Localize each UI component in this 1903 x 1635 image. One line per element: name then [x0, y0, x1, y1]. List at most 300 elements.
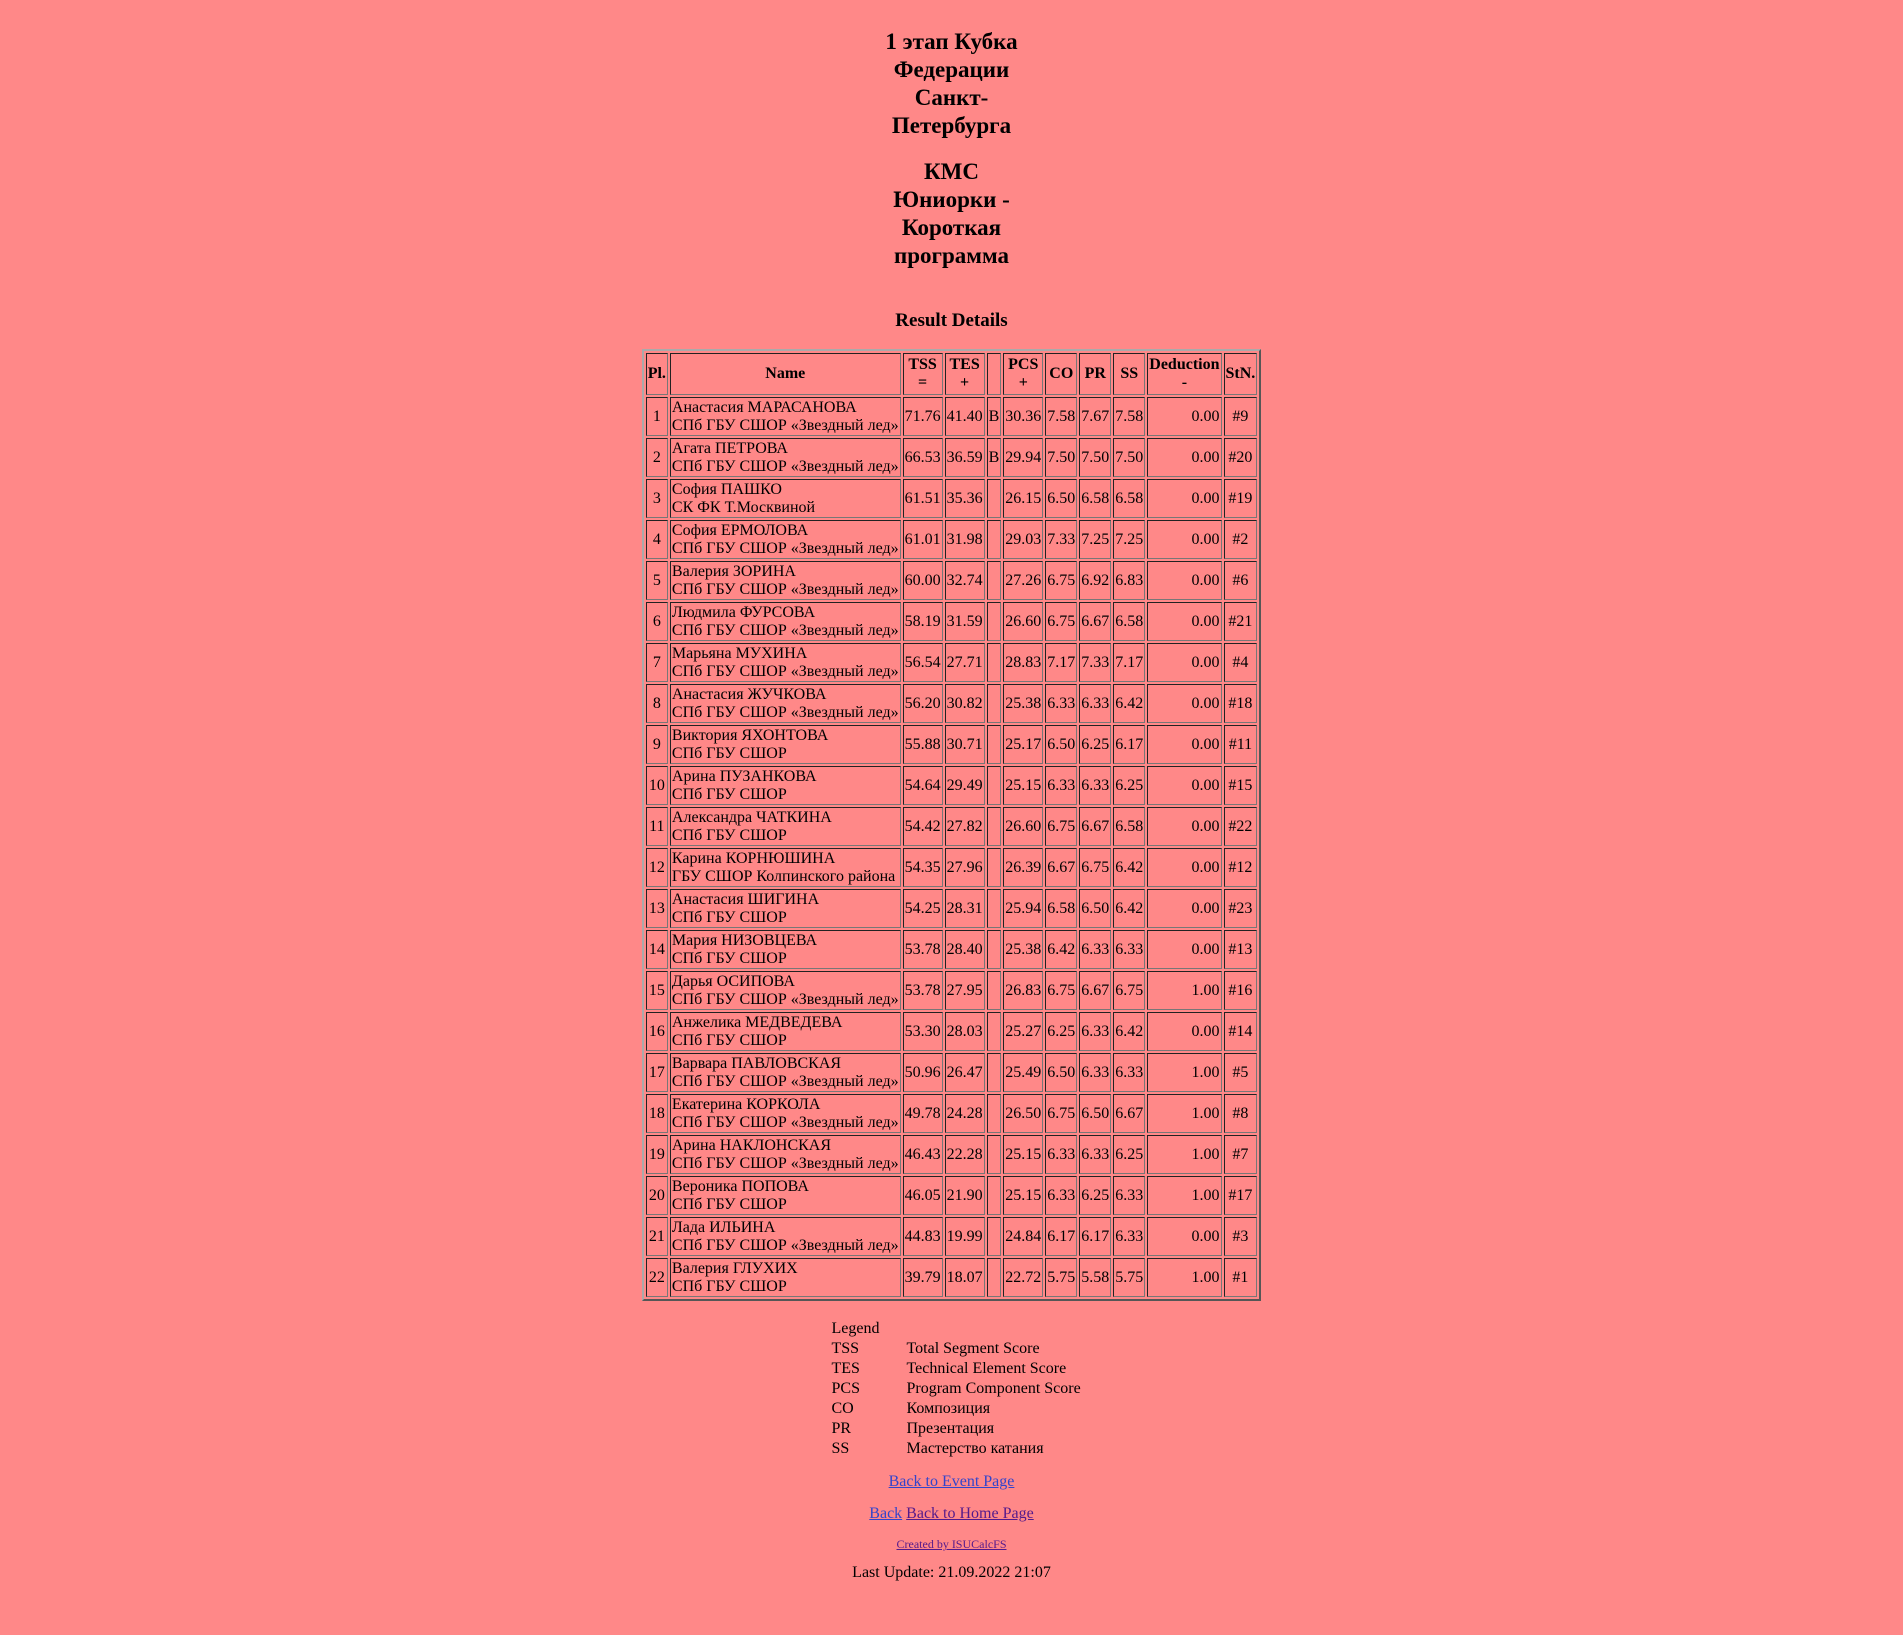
skater-club: СПб ГБУ СШОР «Звездный лед» — [671, 621, 899, 639]
skater-club: СПб ГБУ СШОР «Звездный лед» — [671, 1236, 899, 1254]
legend-item — [832, 1379, 1082, 1399]
cell-ss: 6.33 — [1113, 1176, 1145, 1215]
cell-tes: 28.31 — [945, 889, 985, 928]
cell-tss: 54.42 — [903, 807, 943, 846]
cell-co: 6.50 — [1045, 479, 1077, 518]
cell-pr: 6.33 — [1079, 684, 1111, 723]
cell-co: 7.50 — [1045, 438, 1077, 477]
section-title: Result Details — [895, 310, 1008, 331]
skater-club: СПб ГБУ СШОР «Звездный лед» — [671, 990, 899, 1008]
skater-name: Лада ИЛЬИНА — [671, 1218, 776, 1236]
cell-co: 6.42 — [1045, 930, 1077, 969]
legend-item — [832, 1399, 1082, 1419]
cell-flag — [987, 725, 1002, 764]
table-row — [646, 725, 1258, 764]
skater-club: СПб ГБУ СШОР — [671, 785, 787, 803]
cell-flag — [987, 643, 1002, 682]
cell-tes: 22.28 — [945, 1135, 985, 1174]
cell-deduction: 0.00 — [1147, 643, 1221, 682]
cell-flag: B — [987, 438, 1002, 477]
cell-start-number: #9 — [1224, 397, 1258, 436]
skater-club: СПб ГБУ СШОР — [671, 744, 787, 762]
legend — [832, 1319, 1082, 1459]
cell-tes: 31.98 — [945, 520, 985, 559]
cell-pcs: 26.15 — [1003, 479, 1043, 518]
cell-ss: 7.25 — [1113, 520, 1145, 559]
cell-place: 4 — [646, 520, 668, 559]
results-body — [646, 397, 1258, 1297]
cell-tes: 24.28 — [945, 1094, 985, 1133]
cell-place: 3 — [646, 479, 668, 518]
cell-start-number: #5 — [1224, 1053, 1258, 1092]
cell-tes: 28.03 — [945, 1012, 985, 1051]
legend-abbr: SS — [831, 1440, 850, 1457]
skater-name: Виктория ЯХОНТОВА — [671, 726, 829, 744]
cell-deduction: 1.00 — [1147, 1094, 1221, 1133]
cell-place: 13 — [646, 889, 668, 928]
cell-name — [670, 1176, 901, 1215]
cell-name — [670, 520, 901, 559]
cell-start-number: #13 — [1224, 930, 1258, 969]
cell-co: 7.58 — [1045, 397, 1077, 436]
cell-tss: 50.96 — [903, 1053, 943, 1092]
cell-deduction: 0.00 — [1147, 766, 1221, 805]
legend-abbr: PCS — [831, 1380, 860, 1397]
cell-start-number: #14 — [1224, 1012, 1258, 1051]
cell-flag — [987, 1176, 1002, 1215]
back-to-event-link[interactable]: Back to Event Page — [888, 1473, 1015, 1490]
cell-deduction: 1.00 — [1147, 1053, 1221, 1092]
cell-co: 6.75 — [1045, 561, 1077, 600]
cell-flag — [987, 1094, 1002, 1133]
cell-pr: 7.67 — [1079, 397, 1111, 436]
table-row — [646, 397, 1258, 436]
skater-name: Мария НИЗОВЦЕВА — [671, 931, 818, 949]
cell-flag — [987, 807, 1002, 846]
cell-co: 6.50 — [1045, 725, 1077, 764]
cell-deduction: 0.00 — [1147, 602, 1221, 641]
cell-ss: 6.67 — [1113, 1094, 1145, 1133]
legend-item — [832, 1419, 1082, 1439]
cell-deduction: 0.00 — [1147, 1012, 1221, 1051]
cell-pr: 6.25 — [1079, 1176, 1111, 1215]
cell-pcs: 30.36 — [1003, 397, 1043, 436]
cell-pcs: 26.60 — [1003, 807, 1043, 846]
skater-name: Арина ПУЗАНКОВА — [671, 767, 817, 785]
cell-tss: 54.64 — [903, 766, 943, 805]
cell-tss: 56.20 — [903, 684, 943, 723]
cell-co: 6.75 — [1045, 971, 1077, 1010]
cell-start-number: #12 — [1224, 848, 1258, 887]
cell-deduction: 0.00 — [1147, 479, 1221, 518]
cell-start-number: #4 — [1224, 643, 1258, 682]
skater-club: СПб ГБУ СШОР «Звездный лед» — [671, 457, 899, 475]
table-row — [646, 643, 1258, 682]
legend-abbr: TSS — [831, 1340, 860, 1357]
cell-pcs: 26.60 — [1003, 602, 1043, 641]
cell-tes: 21.90 — [945, 1176, 985, 1215]
cell-flag — [987, 479, 1002, 518]
cell-co: 6.33 — [1045, 1176, 1077, 1215]
cell-flag — [987, 1135, 1002, 1174]
skater-name: Марьяна МУХИНА — [671, 644, 808, 662]
table-row — [646, 1258, 1258, 1297]
skater-name: Валерия ГЛУХИХ — [671, 1259, 798, 1277]
navigation-links — [0, 1473, 1903, 1582]
cell-pcs: 22.72 — [1003, 1258, 1043, 1297]
cell-ss: 6.25 — [1113, 1135, 1145, 1174]
cell-ss: 6.42 — [1113, 684, 1145, 723]
cell-tss: 54.35 — [903, 848, 943, 887]
cell-start-number: #16 — [1224, 971, 1258, 1010]
cell-name — [670, 725, 901, 764]
cell-tss: 54.25 — [903, 889, 943, 928]
legend-item — [832, 1339, 1082, 1359]
cell-pcs: 28.83 — [1003, 643, 1043, 682]
cell-co: 6.75 — [1045, 1094, 1077, 1133]
legend-text: Technical Element Score — [906, 1360, 1067, 1377]
header-flag — [987, 353, 1002, 395]
cell-start-number: #22 — [1224, 807, 1258, 846]
skater-name: Вероника ПОПОВА — [671, 1177, 809, 1195]
skater-club: СК ФК Т.Москвиной — [671, 498, 816, 516]
skater-club: СПб ГБУ СШОР — [671, 1031, 787, 1049]
cell-co: 6.67 — [1045, 848, 1077, 887]
cell-co: 6.58 — [1045, 889, 1077, 928]
cell-deduction: 1.00 — [1147, 1258, 1221, 1297]
cell-name — [670, 643, 901, 682]
skater-name: София ПАШКО — [671, 480, 782, 498]
skater-name: Анжелика МЕДВЕДЕВА — [671, 1013, 843, 1031]
table-row — [646, 684, 1258, 723]
table-row — [646, 1135, 1258, 1174]
cell-pcs: 25.49 — [1003, 1053, 1043, 1092]
header-deduction: Deduction - — [1147, 353, 1221, 395]
cell-ss: 7.17 — [1113, 643, 1145, 682]
cell-ss: 6.42 — [1113, 889, 1145, 928]
skater-club: СПб ГБУ СШОР «Звездный лед» — [671, 662, 899, 680]
cell-tes: 36.59 — [945, 438, 985, 477]
cell-name — [670, 479, 901, 518]
cell-ss: 6.17 — [1113, 725, 1145, 764]
cell-co: 6.33 — [1045, 766, 1077, 805]
table-row — [646, 1012, 1258, 1051]
cell-tss: 61.01 — [903, 520, 943, 559]
legend-text: Презентация — [906, 1420, 995, 1437]
cell-start-number: #21 — [1224, 602, 1258, 641]
cell-start-number: #18 — [1224, 684, 1258, 723]
cell-tss: 53.30 — [903, 1012, 943, 1051]
cell-tss: 60.00 — [903, 561, 943, 600]
cell-flag — [987, 1258, 1002, 1297]
cell-deduction: 0.00 — [1147, 438, 1221, 477]
cell-pcs: 25.38 — [1003, 684, 1043, 723]
skater-club: СПб ГБУ СШОР — [671, 908, 787, 926]
category-title: КМС Юниорки - Короткая программа — [893, 159, 1010, 268]
skater-club: СПб ГБУ СШОР — [671, 1195, 787, 1213]
cell-tes: 27.82 — [945, 807, 985, 846]
cell-name — [670, 561, 901, 600]
cell-ss: 6.33 — [1113, 930, 1145, 969]
legend-abbr: PR — [831, 1420, 852, 1437]
cell-pr: 6.33 — [1079, 930, 1111, 969]
cell-ss: 6.75 — [1113, 971, 1145, 1010]
header-tss: TSS = — [903, 353, 943, 395]
cell-ss: 6.33 — [1113, 1217, 1145, 1256]
skater-name: Арина НАКЛОНСКАЯ — [671, 1136, 832, 1154]
cell-ss: 6.33 — [1113, 1053, 1145, 1092]
skater-name: Анастасия ЖУЧКОВА — [671, 685, 827, 703]
legend-item — [832, 1359, 1082, 1379]
back-to-home-link[interactable]: Back to Home Page — [906, 1505, 1034, 1522]
cell-pr: 6.67 — [1079, 602, 1111, 641]
cell-place: 8 — [646, 684, 668, 723]
cell-pr: 6.75 — [1079, 848, 1111, 887]
table-row — [646, 438, 1258, 477]
legend-text: Мастерство катания — [906, 1440, 1044, 1457]
cell-pcs: 29.03 — [1003, 520, 1043, 559]
cell-tes: 29.49 — [945, 766, 985, 805]
cell-name — [670, 1094, 901, 1133]
cell-place: 14 — [646, 930, 668, 969]
skater-name: Людмила ФУРСОВА — [671, 603, 816, 621]
cell-co: 6.17 — [1045, 1217, 1077, 1256]
event-title: 1 этап Кубка Федерации Санкт-Петербурга — [885, 29, 1018, 138]
cell-pcs: 25.15 — [1003, 1176, 1043, 1215]
cell-deduction: 0.00 — [1147, 807, 1221, 846]
header-name: Name — [670, 353, 901, 395]
cell-deduction: 0.00 — [1147, 561, 1221, 600]
cell-deduction: 0.00 — [1147, 848, 1221, 887]
cell-tss: 53.78 — [903, 930, 943, 969]
table-row — [646, 766, 1258, 805]
cell-pcs: 25.17 — [1003, 725, 1043, 764]
cell-ss: 6.42 — [1113, 848, 1145, 887]
cell-name — [670, 1053, 901, 1092]
cell-start-number: #20 — [1224, 438, 1258, 477]
header-pl: Pl. — [646, 353, 668, 395]
cell-tss: 58.19 — [903, 602, 943, 641]
cell-name — [670, 807, 901, 846]
skater-club: СПб ГБУ СШОР «Звездный лед» — [671, 1113, 899, 1131]
cell-tss: 66.53 — [903, 438, 943, 477]
table-row — [646, 889, 1258, 928]
cell-tss: 46.43 — [903, 1135, 943, 1174]
cell-tss: 46.05 — [903, 1176, 943, 1215]
cell-name — [670, 766, 901, 805]
cell-pr: 6.92 — [1079, 561, 1111, 600]
cell-pr: 6.67 — [1079, 971, 1111, 1010]
cell-tes: 27.95 — [945, 971, 985, 1010]
table-row — [646, 561, 1258, 600]
cell-co: 6.33 — [1045, 684, 1077, 723]
cell-tes: 27.96 — [945, 848, 985, 887]
header-pcs: PCS + — [1003, 353, 1043, 395]
cell-start-number: #11 — [1224, 725, 1258, 764]
cell-place: 2 — [646, 438, 668, 477]
skater-club: СПб ГБУ СШОР — [671, 1277, 787, 1295]
cell-deduction: 1.00 — [1147, 1176, 1221, 1215]
cell-co: 5.75 — [1045, 1258, 1077, 1297]
skater-club: СПб ГБУ СШОР «Звездный лед» — [671, 703, 899, 721]
cell-deduction: 0.00 — [1147, 397, 1221, 436]
cell-pr: 6.33 — [1079, 1053, 1111, 1092]
cell-tes: 32.74 — [945, 561, 985, 600]
cell-flag — [987, 766, 1002, 805]
legend-text: Композиция — [906, 1400, 991, 1417]
cell-flag — [987, 1012, 1002, 1051]
legend-abbr: CO — [831, 1400, 854, 1417]
header-stn: StN. — [1224, 353, 1258, 395]
header-ss: SS — [1113, 353, 1145, 395]
header-tes: TES + — [945, 353, 985, 395]
cell-pr: 6.33 — [1079, 1012, 1111, 1051]
cell-ss: 7.58 — [1113, 397, 1145, 436]
cell-ss: 7.50 — [1113, 438, 1145, 477]
cell-pcs: 24.84 — [1003, 1217, 1043, 1256]
cell-deduction: 0.00 — [1147, 1217, 1221, 1256]
cell-name — [670, 1012, 901, 1051]
cell-pr: 7.25 — [1079, 520, 1111, 559]
cell-ss: 6.83 — [1113, 561, 1145, 600]
cell-deduction: 0.00 — [1147, 520, 1221, 559]
cell-tss: 71.76 — [903, 397, 943, 436]
table-header-row — [646, 353, 1258, 395]
table-row — [646, 1053, 1258, 1092]
skater-club: СПб ГБУ СШОР — [671, 826, 787, 844]
cell-tss: 61.51 — [903, 479, 943, 518]
cell-tss: 56.54 — [903, 643, 943, 682]
cell-place: 17 — [646, 1053, 668, 1092]
cell-ss: 6.42 — [1113, 1012, 1145, 1051]
cell-pr: 7.33 — [1079, 643, 1111, 682]
skater-name: Анастасия МАРАСАНОВА — [671, 398, 857, 416]
cell-deduction: 1.00 — [1147, 971, 1221, 1010]
cell-flag — [987, 1053, 1002, 1092]
header-co: CO — [1045, 353, 1077, 395]
legend-text: Program Component Score — [906, 1380, 1081, 1397]
results-table — [642, 349, 1262, 1301]
cell-deduction: 1.00 — [1147, 1135, 1221, 1174]
cell-pcs: 25.27 — [1003, 1012, 1043, 1051]
cell-start-number: #7 — [1224, 1135, 1258, 1174]
cell-pcs: 25.94 — [1003, 889, 1043, 928]
cell-name — [670, 889, 901, 928]
skater-name: Валерия ЗОРИНА — [671, 562, 796, 580]
cell-pcs: 25.15 — [1003, 766, 1043, 805]
cell-name — [670, 1135, 901, 1174]
cell-tes: 30.82 — [945, 684, 985, 723]
cell-start-number: #6 — [1224, 561, 1258, 600]
legend-items — [832, 1339, 1082, 1459]
cell-pr: 6.58 — [1079, 479, 1111, 518]
cell-pr: 6.67 — [1079, 807, 1111, 846]
cell-flag: B — [987, 397, 1002, 436]
table-row — [646, 1094, 1258, 1133]
skater-name: Екатерина КОРКОЛА — [671, 1095, 821, 1113]
cell-tss: 53.78 — [903, 971, 943, 1010]
cell-name — [670, 602, 901, 641]
cell-place: 5 — [646, 561, 668, 600]
cell-place: 6 — [646, 602, 668, 641]
skater-name: Дарья ОСИПОВА — [671, 972, 795, 990]
cell-place: 10 — [646, 766, 668, 805]
cell-start-number: #15 — [1224, 766, 1258, 805]
last-update: Last Update: 21.09.2022 21:07 — [852, 1564, 1051, 1581]
cell-pr: 6.50 — [1079, 1094, 1111, 1133]
header-pr: PR — [1079, 353, 1111, 395]
cell-tss: 39.79 — [903, 1258, 943, 1297]
cell-deduction: 0.00 — [1147, 930, 1221, 969]
legend-text: Total Segment Score — [906, 1340, 1040, 1357]
cell-co: 6.75 — [1045, 602, 1077, 641]
cell-place: 11 — [646, 807, 668, 846]
legend-title: Legend — [831, 1320, 880, 1337]
cell-pr: 6.33 — [1079, 1135, 1111, 1174]
cell-place: 22 — [646, 1258, 668, 1297]
cell-ss: 6.58 — [1113, 479, 1145, 518]
cell-co: 7.17 — [1045, 643, 1077, 682]
cell-tes: 28.40 — [945, 930, 985, 969]
table-row — [646, 807, 1258, 846]
cell-flag — [987, 561, 1002, 600]
cell-place: 20 — [646, 1176, 668, 1215]
cell-flag — [987, 602, 1002, 641]
skater-club: СПб ГБУ СШОР «Звездный лед» — [671, 1154, 899, 1172]
cell-pcs: 26.83 — [1003, 971, 1043, 1010]
skater-name: Анастасия ШИГИНА — [671, 890, 820, 908]
cell-pcs: 25.38 — [1003, 930, 1043, 969]
cell-ss: 6.58 — [1113, 807, 1145, 846]
cell-place: 9 — [646, 725, 668, 764]
cell-place: 12 — [646, 848, 668, 887]
cell-flag — [987, 930, 1002, 969]
cell-pcs: 26.50 — [1003, 1094, 1043, 1133]
table-row — [646, 479, 1258, 518]
cell-tes: 31.59 — [945, 602, 985, 641]
cell-tss: 44.83 — [903, 1217, 943, 1256]
cell-tes: 27.71 — [945, 643, 985, 682]
cell-deduction: 0.00 — [1147, 889, 1221, 928]
cell-place: 16 — [646, 1012, 668, 1051]
cell-name — [670, 684, 901, 723]
cell-ss: 5.75 — [1113, 1258, 1145, 1297]
cell-place: 1 — [646, 397, 668, 436]
cell-flag — [987, 520, 1002, 559]
skater-club: СПб ГБУ СШОР «Звездный лед» — [671, 1072, 899, 1090]
cell-flag — [987, 1217, 1002, 1256]
cell-pr: 6.33 — [1079, 766, 1111, 805]
cell-deduction: 0.00 — [1147, 684, 1221, 723]
table-row — [646, 520, 1258, 559]
cell-flag — [987, 684, 1002, 723]
table-row — [646, 848, 1258, 887]
cell-name — [670, 397, 901, 436]
created-by-link[interactable]: Created by ISUCalcFS — [896, 1537, 1007, 1551]
back-link[interactable]: Back — [869, 1505, 903, 1522]
cell-tss: 49.78 — [903, 1094, 943, 1133]
cell-co: 6.75 — [1045, 807, 1077, 846]
cell-start-number: #2 — [1224, 520, 1258, 559]
skater-club: СПб ГБУ СШОР «Звездный лед» — [671, 539, 899, 557]
cell-tes: 26.47 — [945, 1053, 985, 1092]
cell-co: 6.25 — [1045, 1012, 1077, 1051]
cell-start-number: #17 — [1224, 1176, 1258, 1215]
cell-start-number: #3 — [1224, 1217, 1258, 1256]
cell-tes: 19.99 — [945, 1217, 985, 1256]
skater-club: ГБУ СШОР Колпинского района — [671, 867, 896, 885]
cell-pcs: 26.39 — [1003, 848, 1043, 887]
